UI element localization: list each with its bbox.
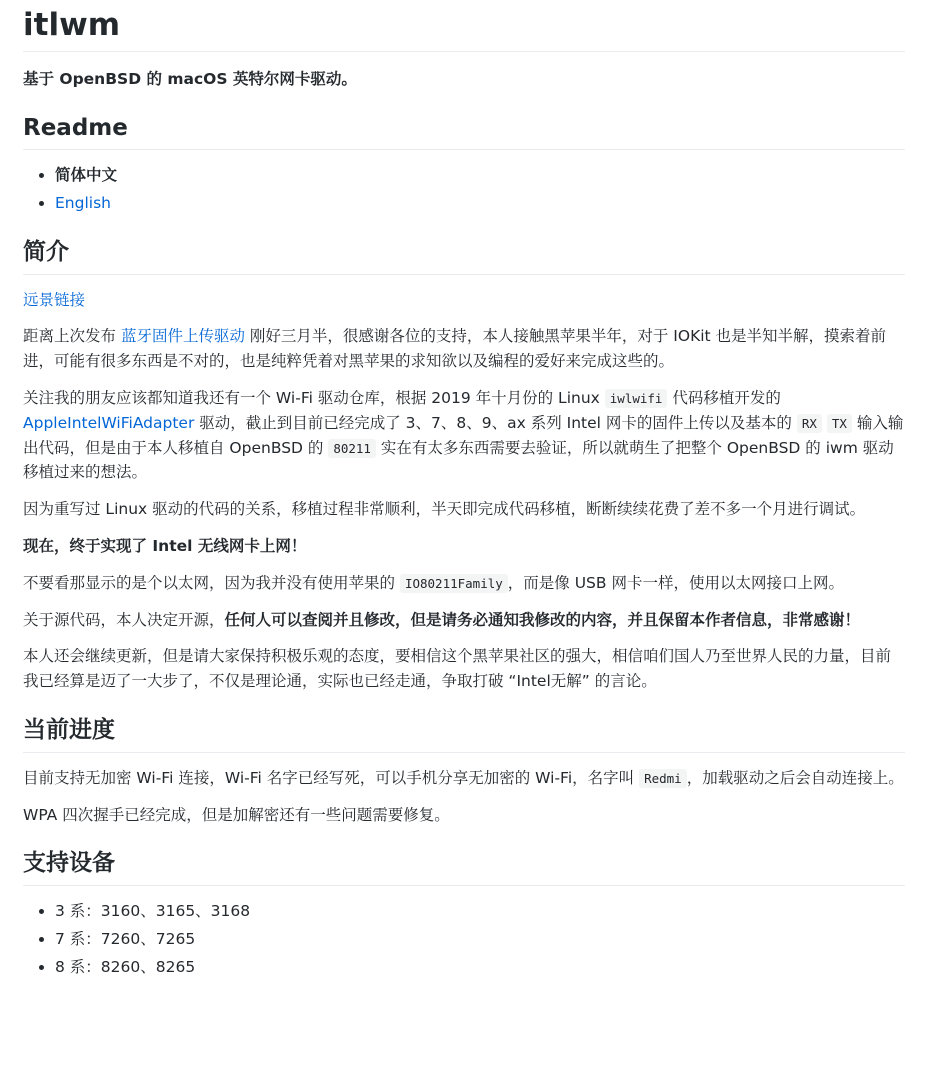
intro-paragraph-4: 现在，终于实现了 Intel 无线网卡上网！ (23, 537, 307, 556)
progress-paragraph-2: WPA 四次握手已经完成，但是加解密还有一些问题需要修复。 (23, 805, 450, 824)
tagline: 基于 OpenBSD 的 macOS 英特尔网卡驱动。 (23, 69, 357, 88)
device-list (23, 899, 905, 979)
devices-heading: 支持设备 (23, 849, 905, 886)
code-io80211family: IO80211Family (400, 574, 508, 593)
pcbeta-link[interactable]: 远景链接 (23, 290, 86, 309)
english-link[interactable]: English (55, 194, 111, 213)
list-item: • 3 系：3160、3165、3168 (55, 899, 905, 924)
language-list (23, 163, 905, 216)
intro-heading: 简介 (23, 238, 905, 275)
readme-heading: Readme (23, 114, 905, 151)
code-tx: TX (827, 414, 852, 433)
language-item-english (55, 191, 905, 216)
apple-intel-wifi-adapter-link[interactable]: AppleIntelWiFiAdapter (23, 413, 195, 432)
pcbeta-link-paragraph (23, 288, 905, 313)
intro-paragraph-2: 关注我的朋友应该都知道我还有一个 Wi-Fi 驱动仓库，根据 2019 年十月份的 Linux iwlwifi 代码移植开发的 AppleIntelWiFiAdapter 驱动，截止到目前已经完成了 3、7、8、9、ax 系列 Intel 网卡的固件上传以及基本的 RX TX 输入输出代码，但是由于本人移植自 OpenBSD 的 80211 实在有太多东西需要去验证，所以就萌生了把整个 OpenBSD 的 iwm 驱动移植过来的想法。 (23, 389, 904, 482)
code-iwlwifi: iwlwifi (605, 389, 668, 408)
code-80211: 80211 (328, 439, 376, 458)
progress-heading: 当前进度 (23, 716, 905, 753)
intro-paragraph-1: 距离上次发布 蓝牙固件上传驱动 刚好三月半，很感谢各位的支持，本人接触黑苹果半年，对于 IOKit 也是半知半解，摸索着前进，可能有很多东西是不对的，也是纯粹凭着对黑苹果的求知欲以及编程的爱好来完成这些的。 (23, 327, 887, 371)
language-item-chinese: • 简体中文 (55, 163, 905, 188)
code-rx: RX (797, 414, 822, 433)
code-redmi: Redmi (639, 769, 687, 788)
list-item: • 8 系：8260、8265 (55, 955, 905, 980)
intro-paragraph-3: 因为重写过 Linux 驱动的代码的关系，移植过程非常顺利，半天即完成代码移植，断断续续花费了差不多一个月进行调试。 (23, 500, 866, 519)
list-item: • 7 系：7260、7265 (55, 927, 905, 952)
intro-paragraph-7: 本人还会继续更新，但是请大家保持积极乐观的态度，要相信这个黑苹果社区的强大，相信咱们国人乃至世界人民的力量，目前我已经算是迈了一大步了，不仅是理论通，实际也已经走通，争取打破 “Intel无解” 的言论。 (23, 647, 892, 691)
page-title: itlwm (23, 6, 905, 52)
intro-paragraph-5: 不要看那显示的是个以太网，因为我并没有使用苹果的 IO80211Family ，而是像 USB 网卡一样，使用以太网接口上网。 (23, 573, 844, 592)
intro-paragraph-6: 关于源代码，本人决定开源，任何人可以查阅并且修改，但是请务必通知我修改的内容，并且保留本作者信息，非常感谢！ (23, 610, 861, 629)
bluetooth-firmware-link[interactable]: 蓝牙固件上传驱动 (120, 327, 245, 346)
progress-paragraph-1: 目前支持无加密 Wi-Fi 连接，Wi-Fi 名字已经写死，可以手机分享无加密的 Wi-Fi，名字叫 Redmi ，加载驱动之后会自动连接上。 (23, 768, 904, 787)
